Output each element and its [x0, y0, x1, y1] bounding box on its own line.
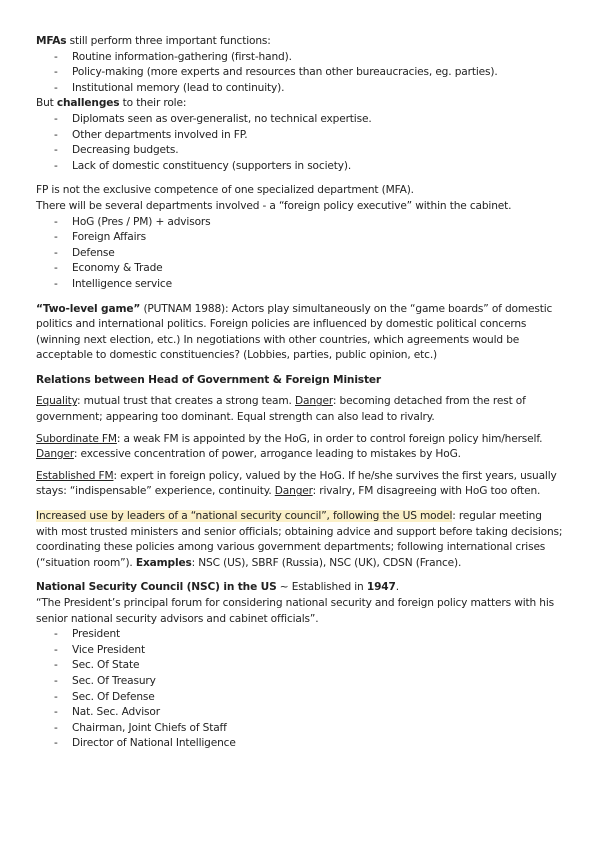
list-item: - Chairman, Joint Chiefs of Staff [36, 721, 566, 737]
mfas-intro [36, 34, 566, 50]
list-item: - Intelligence service [36, 277, 566, 293]
list-item: - Diplomats seen as over-generalist, no technical expertise. [36, 112, 566, 128]
list-item: - Other departments involved in FP. [36, 128, 566, 144]
nsc-members-list [36, 627, 566, 752]
challenges-list [36, 112, 566, 174]
examples-text: : NSC (US), SBRF (Russia), NSC (UK), CDSN (France). [191, 556, 462, 569]
subordinate-danger-label: Danger [36, 448, 74, 461]
list-item: - Lack of domestic constituency (supporters in society). [36, 159, 566, 175]
established-text: : expert in foreign policy, valued by the HoG. If he/she survives the first years, usually stays: “indispensable” experience, continuity. [36, 469, 557, 498]
list-item: - Foreign Affairs [36, 230, 566, 246]
list-item: - Director of National Intelligence [36, 736, 566, 752]
nsc-model-text: : regular meeting with most trusted ministers and senior officials; obtaining advice and support before taking decisions; coordinating these policies among various government departments; following international crises (“situation room”). [36, 510, 563, 569]
mfas-rest: still perform three important functions: [66, 35, 271, 47]
two-level-paragraph [36, 302, 566, 364]
functions-list [36, 50, 566, 97]
list-item: - Institutional memory (lead to continuity). [36, 81, 566, 97]
established-paragraph [36, 469, 566, 500]
fp-exec-list [36, 215, 566, 293]
nsc-us-heading-mid: ~ Established in [276, 581, 367, 594]
equality-label: Equality [36, 395, 77, 408]
list-item: - President [36, 627, 566, 643]
subordinate-danger-text: : excessive concentration of power, arrogance leading to mistakes by HoG. [73, 448, 461, 461]
nsc-us-heading-bold: National Security Council (NSC) in the US [36, 581, 277, 594]
challenges-bold: challenges [56, 97, 120, 110]
list-item: - Defense [36, 246, 566, 262]
challenges-post: to their role: [119, 97, 187, 110]
list-item: - Decreasing budgets. [36, 143, 566, 159]
examples-bold: Examples [135, 556, 192, 569]
equality-text: : mutual trust that creates a strong team. [76, 395, 295, 408]
list-item: - Policy-making (more experts and resources than other bureaucracies, eg. parties). [36, 65, 566, 81]
list-item: - Nat. Sec. Advisor [36, 705, 566, 721]
subordinate-text: : a weak FM is appointed by the HoG, in order to control foreign policy him/herself. [116, 432, 543, 445]
equality-danger-label: Danger [294, 395, 333, 408]
relations-heading: Relations between Head of Government & Foreign Minister [36, 373, 381, 386]
list-item: - Sec. Of Defense [36, 690, 566, 706]
fp-exec-line1: FP is not the exclusive competence of one specialized department (MFA). [36, 184, 414, 197]
nsc-us-heading-end: . [395, 581, 399, 594]
list-item: - Routine information-gathering (first-hand). [36, 50, 566, 66]
fp-exec-line2: There will be several departments involved - a “foreign policy executive” within the cabinet. [36, 199, 512, 212]
list-item: - Economy & Trade [36, 261, 566, 277]
document-page [36, 34, 566, 752]
established-danger-text: : rivalry, FM disagreeing with HoG too often. [312, 485, 541, 498]
challenges-pre: But [36, 97, 57, 110]
nsc-model-paragraph [36, 509, 566, 571]
nsc-us-heading-year: 1947 [366, 581, 396, 594]
nsc-model-highlight: Increased use by leaders of a “national security council”, following the US model [36, 510, 453, 523]
nsc-us-quote: “The President’s principal forum for considering national security and foreign policy matters with his senior national security advisors and cabinet officials”. [36, 597, 555, 625]
challenges-intro [36, 96, 566, 112]
equality-danger-text: : becoming detached from the rest of government; appearing too dominant. Equal strength can also lead to rivalry. [36, 395, 526, 424]
two-level-text: (PUTNAM 1988): Actors play simultaneously on the “game boards” of domestic politics and international politics. Foreign policies are influenced by domestic political concerns (winning next election, etc.) In negotiations with other countries, which agreements would be acceptable to domestic constituencies? (Lobbies, parties, public opinion, etc.) [36, 302, 553, 362]
list-item: - Vice President [36, 643, 566, 659]
established-danger-label: Danger [274, 485, 313, 498]
list-item: - Sec. Of Treasury [36, 674, 566, 690]
list-item: - Sec. Of State [36, 658, 566, 674]
list-item: - HoG (Pres / PM) + advisors [36, 215, 566, 231]
established-label: Established FM [36, 469, 114, 482]
mfas-bold: MFAs [36, 35, 67, 47]
subordinate-paragraph [36, 432, 566, 463]
subordinate-label: Subordinate FM [36, 432, 117, 445]
nsc-us-heading [36, 580, 566, 596]
two-level-bold: “Two-level game” [36, 302, 141, 315]
equality-paragraph [36, 394, 566, 425]
